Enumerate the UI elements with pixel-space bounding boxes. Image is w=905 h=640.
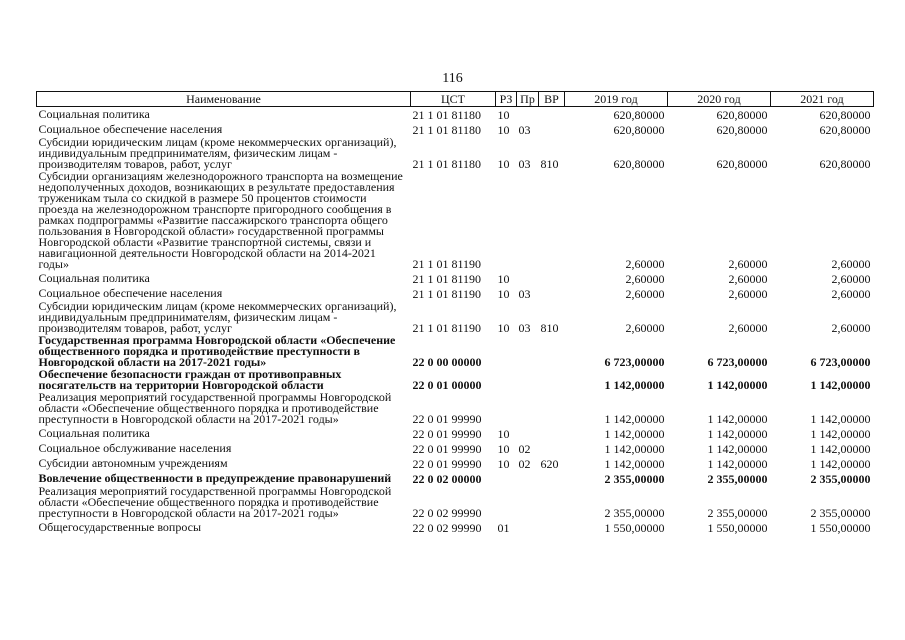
row-name: Субсидии автономным учреждениям	[38, 456, 228, 470]
row-name: Социальное обеспечение населения	[38, 286, 223, 300]
row-cst: 22 0 01 99990	[412, 412, 482, 426]
row-2020: 2,60000	[728, 321, 768, 335]
table-row	[37, 392, 874, 426]
row-cst: 21 1 01 81190	[412, 272, 482, 286]
row-pr	[517, 471, 539, 486]
row-name: Субсидии организациям железнодорожного транспорта на возмещение недополученных доходов, возникающих в результате предоставления труженикам тыла со скидкой в размере 50 процентов стоимости проезда на железнодорожном транспорте пригородного сообщения в рамках подпрограммы «Развитие пассажирского транспорта общего пользования в Новгородской области» государственной программы Новгородской области «Развитие транспортной системы, связи и навигационной деятельности Новгородской области на 2014-2021 годы»	[38, 169, 403, 271]
table-header-row	[37, 92, 874, 107]
row-2019: 6 723,00000	[604, 355, 665, 369]
row-pr	[517, 369, 539, 392]
table-row	[37, 486, 874, 520]
row-vr	[539, 107, 565, 123]
row-2019: 2 355,00000	[604, 506, 665, 520]
row-rz: 10	[497, 287, 510, 301]
row-vr	[539, 122, 565, 137]
row-rz	[496, 335, 517, 369]
row-name: Реализация мероприятий государственной программы Новгородской области «Обеспечение общественного порядка и противодействие преступности в Новгородской области на 2017-2021 годы»	[38, 484, 392, 520]
row-pr: 03	[518, 157, 531, 171]
table-row	[37, 520, 874, 535]
row-cst: 22 0 02 99990	[412, 506, 482, 520]
table-row	[37, 271, 874, 286]
row-2019: 1 142,00000	[604, 427, 665, 441]
row-2020: 2,60000	[728, 257, 768, 271]
row-2021: 6 723,00000	[810, 355, 871, 369]
row-2020: 2,60000	[728, 272, 768, 286]
row-2020: 1 142,00000	[707, 442, 768, 456]
row-rz: 10	[497, 427, 510, 441]
row-2019: 1 142,00000	[604, 378, 665, 392]
row-rz: 10	[497, 157, 510, 171]
row-pr	[517, 520, 539, 535]
row-2020: 2,60000	[728, 287, 768, 301]
row-pr	[517, 107, 539, 123]
row-cst: 21 1 01 81190	[412, 257, 482, 271]
header-pr: Пр	[517, 92, 539, 107]
row-2021: 1 142,00000	[810, 412, 871, 426]
row-cst: 21 1 01 81190	[412, 321, 482, 335]
header-rz: РЗ	[496, 92, 517, 107]
row-cst: 22 0 01 99990	[412, 427, 482, 441]
row-2021: 1 142,00000	[810, 457, 871, 471]
row-pr	[517, 392, 539, 426]
header-cst: ЦСТ	[411, 92, 496, 107]
row-pr: 03	[518, 123, 531, 137]
row-2021: 1 142,00000	[810, 427, 871, 441]
row-2020: 1 550,00000	[707, 521, 768, 535]
row-2019: 2,60000	[625, 287, 665, 301]
row-rz	[496, 369, 517, 392]
row-cst: 22 0 00 00000	[412, 355, 482, 369]
table-row	[37, 107, 874, 123]
row-name: Социальное обеспечение населения	[38, 122, 223, 136]
row-2021: 2,60000	[831, 257, 871, 271]
row-2021: 1 142,00000	[810, 378, 871, 392]
row-cst: 21 1 01 81190	[412, 287, 482, 301]
row-name: Субсидии юридическим лицам (кроме некоммерческих организаций), индивидуальным предпринимателям, физическим лицам - производителям товаров, работ, услуг	[38, 299, 397, 335]
row-2020: 1 142,00000	[707, 457, 768, 471]
row-2020: 2 355,00000	[707, 506, 768, 520]
row-vr	[539, 271, 565, 286]
row-2019: 1 142,00000	[604, 457, 665, 471]
row-pr	[517, 271, 539, 286]
row-2019: 2,60000	[625, 321, 665, 335]
row-2019: 2,60000	[625, 272, 665, 286]
row-cst: 22 0 01 00000	[412, 378, 482, 392]
row-2021: 2,60000	[831, 272, 871, 286]
row-rz	[496, 486, 517, 520]
row-2020: 620,80000	[716, 108, 768, 122]
row-2019: 2 355,00000	[604, 472, 665, 486]
row-2020: 2 355,00000	[707, 472, 768, 486]
table-row	[37, 456, 874, 471]
row-vr	[539, 286, 565, 301]
row-name: Социальная политика	[38, 107, 150, 121]
row-2021: 620,80000	[819, 108, 871, 122]
row-rz: 10	[497, 457, 510, 471]
row-name: Государственная программа Новгородской области «Обеспечение общественного порядка и противодействие преступности в Новгородской области на 2017-2021 годы»	[38, 333, 396, 369]
table-row	[37, 441, 874, 456]
row-2021: 1 550,00000	[810, 521, 871, 535]
row-name: Субсидии юридическим лицам (кроме некоммерческих организаций), индивидуальным предпринимателям, физическим лицам - производителям товаров, работ, услуг	[38, 135, 397, 171]
row-2021: 620,80000	[819, 123, 871, 137]
row-2021: 2,60000	[831, 321, 871, 335]
row-vr	[539, 471, 565, 486]
row-vr	[539, 335, 565, 369]
row-vr: 810	[540, 157, 559, 171]
header-2019: 2019 год	[565, 92, 668, 107]
row-cst: 22 0 02 99990	[412, 521, 482, 535]
table-row	[37, 369, 874, 392]
row-2020: 620,80000	[716, 123, 768, 137]
table-row	[37, 171, 874, 271]
row-2021: 2 355,00000	[810, 472, 871, 486]
row-vr	[539, 426, 565, 441]
table-row	[37, 335, 874, 369]
table-body	[37, 107, 874, 536]
row-2021: 2,60000	[831, 287, 871, 301]
row-name: Общегосударственные вопросы	[38, 520, 202, 534]
row-cst: 22 0 01 99990	[412, 442, 482, 456]
row-2020: 1 142,00000	[707, 427, 768, 441]
row-name: Вовлечение общественности в предупреждение правонарушений	[38, 471, 392, 485]
row-vr: 810	[540, 321, 559, 335]
row-pr: 03	[518, 287, 531, 301]
row-rz	[496, 471, 517, 486]
row-2021: 2 355,00000	[810, 506, 871, 520]
row-2020: 6 723,00000	[707, 355, 768, 369]
row-vr	[539, 369, 565, 392]
header-vr: ВР	[539, 92, 565, 107]
row-2021: 1 142,00000	[810, 442, 871, 456]
row-pr	[517, 335, 539, 369]
header-2020: 2020 год	[668, 92, 771, 107]
row-2019: 620,80000	[613, 108, 665, 122]
row-name: Реализация мероприятий государственной программы Новгородской области «Обеспечение общественного порядка и противодействие преступности в Новгородской области на 2017-2021 годы»	[38, 390, 392, 426]
row-vr	[539, 520, 565, 535]
row-2021: 620,80000	[819, 157, 871, 171]
row-pr: 02	[518, 457, 531, 471]
row-2019: 2,60000	[625, 257, 665, 271]
row-cst: 22 0 01 99990	[412, 457, 482, 471]
page-number: 116	[442, 71, 463, 86]
row-2019: 1 550,00000	[604, 521, 665, 535]
row-name: Социальная политика	[38, 271, 150, 285]
row-rz: 10	[497, 321, 510, 335]
row-rz: 10	[497, 272, 510, 286]
row-vr	[539, 441, 565, 456]
row-2019: 1 142,00000	[604, 442, 665, 456]
table-row	[37, 137, 874, 171]
row-pr	[517, 171, 539, 271]
row-pr	[517, 486, 539, 520]
row-2019: 1 142,00000	[604, 412, 665, 426]
header-2021: 2021 год	[771, 92, 874, 107]
row-name: Обеспечение безопасности граждан от противоправных посягательств на территории Новгородской области	[38, 367, 342, 392]
row-rz	[496, 171, 517, 271]
row-rz: 10	[497, 442, 510, 456]
row-cst: 22 0 02 00000	[412, 472, 482, 486]
row-vr	[539, 392, 565, 426]
row-cst: 21 1 01 81180	[412, 157, 482, 171]
row-rz: 01	[497, 521, 510, 535]
row-name: Социальное обслуживание населения	[38, 441, 232, 455]
row-2019: 620,80000	[613, 157, 665, 171]
row-name: Социальная политика	[38, 426, 150, 440]
table-row	[37, 301, 874, 335]
row-2020: 1 142,00000	[707, 412, 768, 426]
row-2019: 620,80000	[613, 123, 665, 137]
row-pr: 02	[518, 442, 531, 456]
row-rz	[496, 392, 517, 426]
row-2020: 620,80000	[716, 157, 768, 171]
row-cst: 21 1 01 81180	[412, 108, 482, 122]
row-cst: 21 1 01 81180	[412, 123, 482, 137]
row-pr: 03	[518, 321, 531, 335]
budget-table	[36, 91, 874, 535]
table-row	[37, 426, 874, 441]
row-vr	[539, 171, 565, 271]
row-pr	[517, 426, 539, 441]
row-vr: 620	[540, 457, 559, 471]
row-2020: 1 142,00000	[707, 378, 768, 392]
row-vr	[539, 486, 565, 520]
header-name: Наименование	[37, 92, 411, 107]
row-rz: 10	[497, 108, 510, 122]
row-rz: 10	[497, 123, 510, 137]
